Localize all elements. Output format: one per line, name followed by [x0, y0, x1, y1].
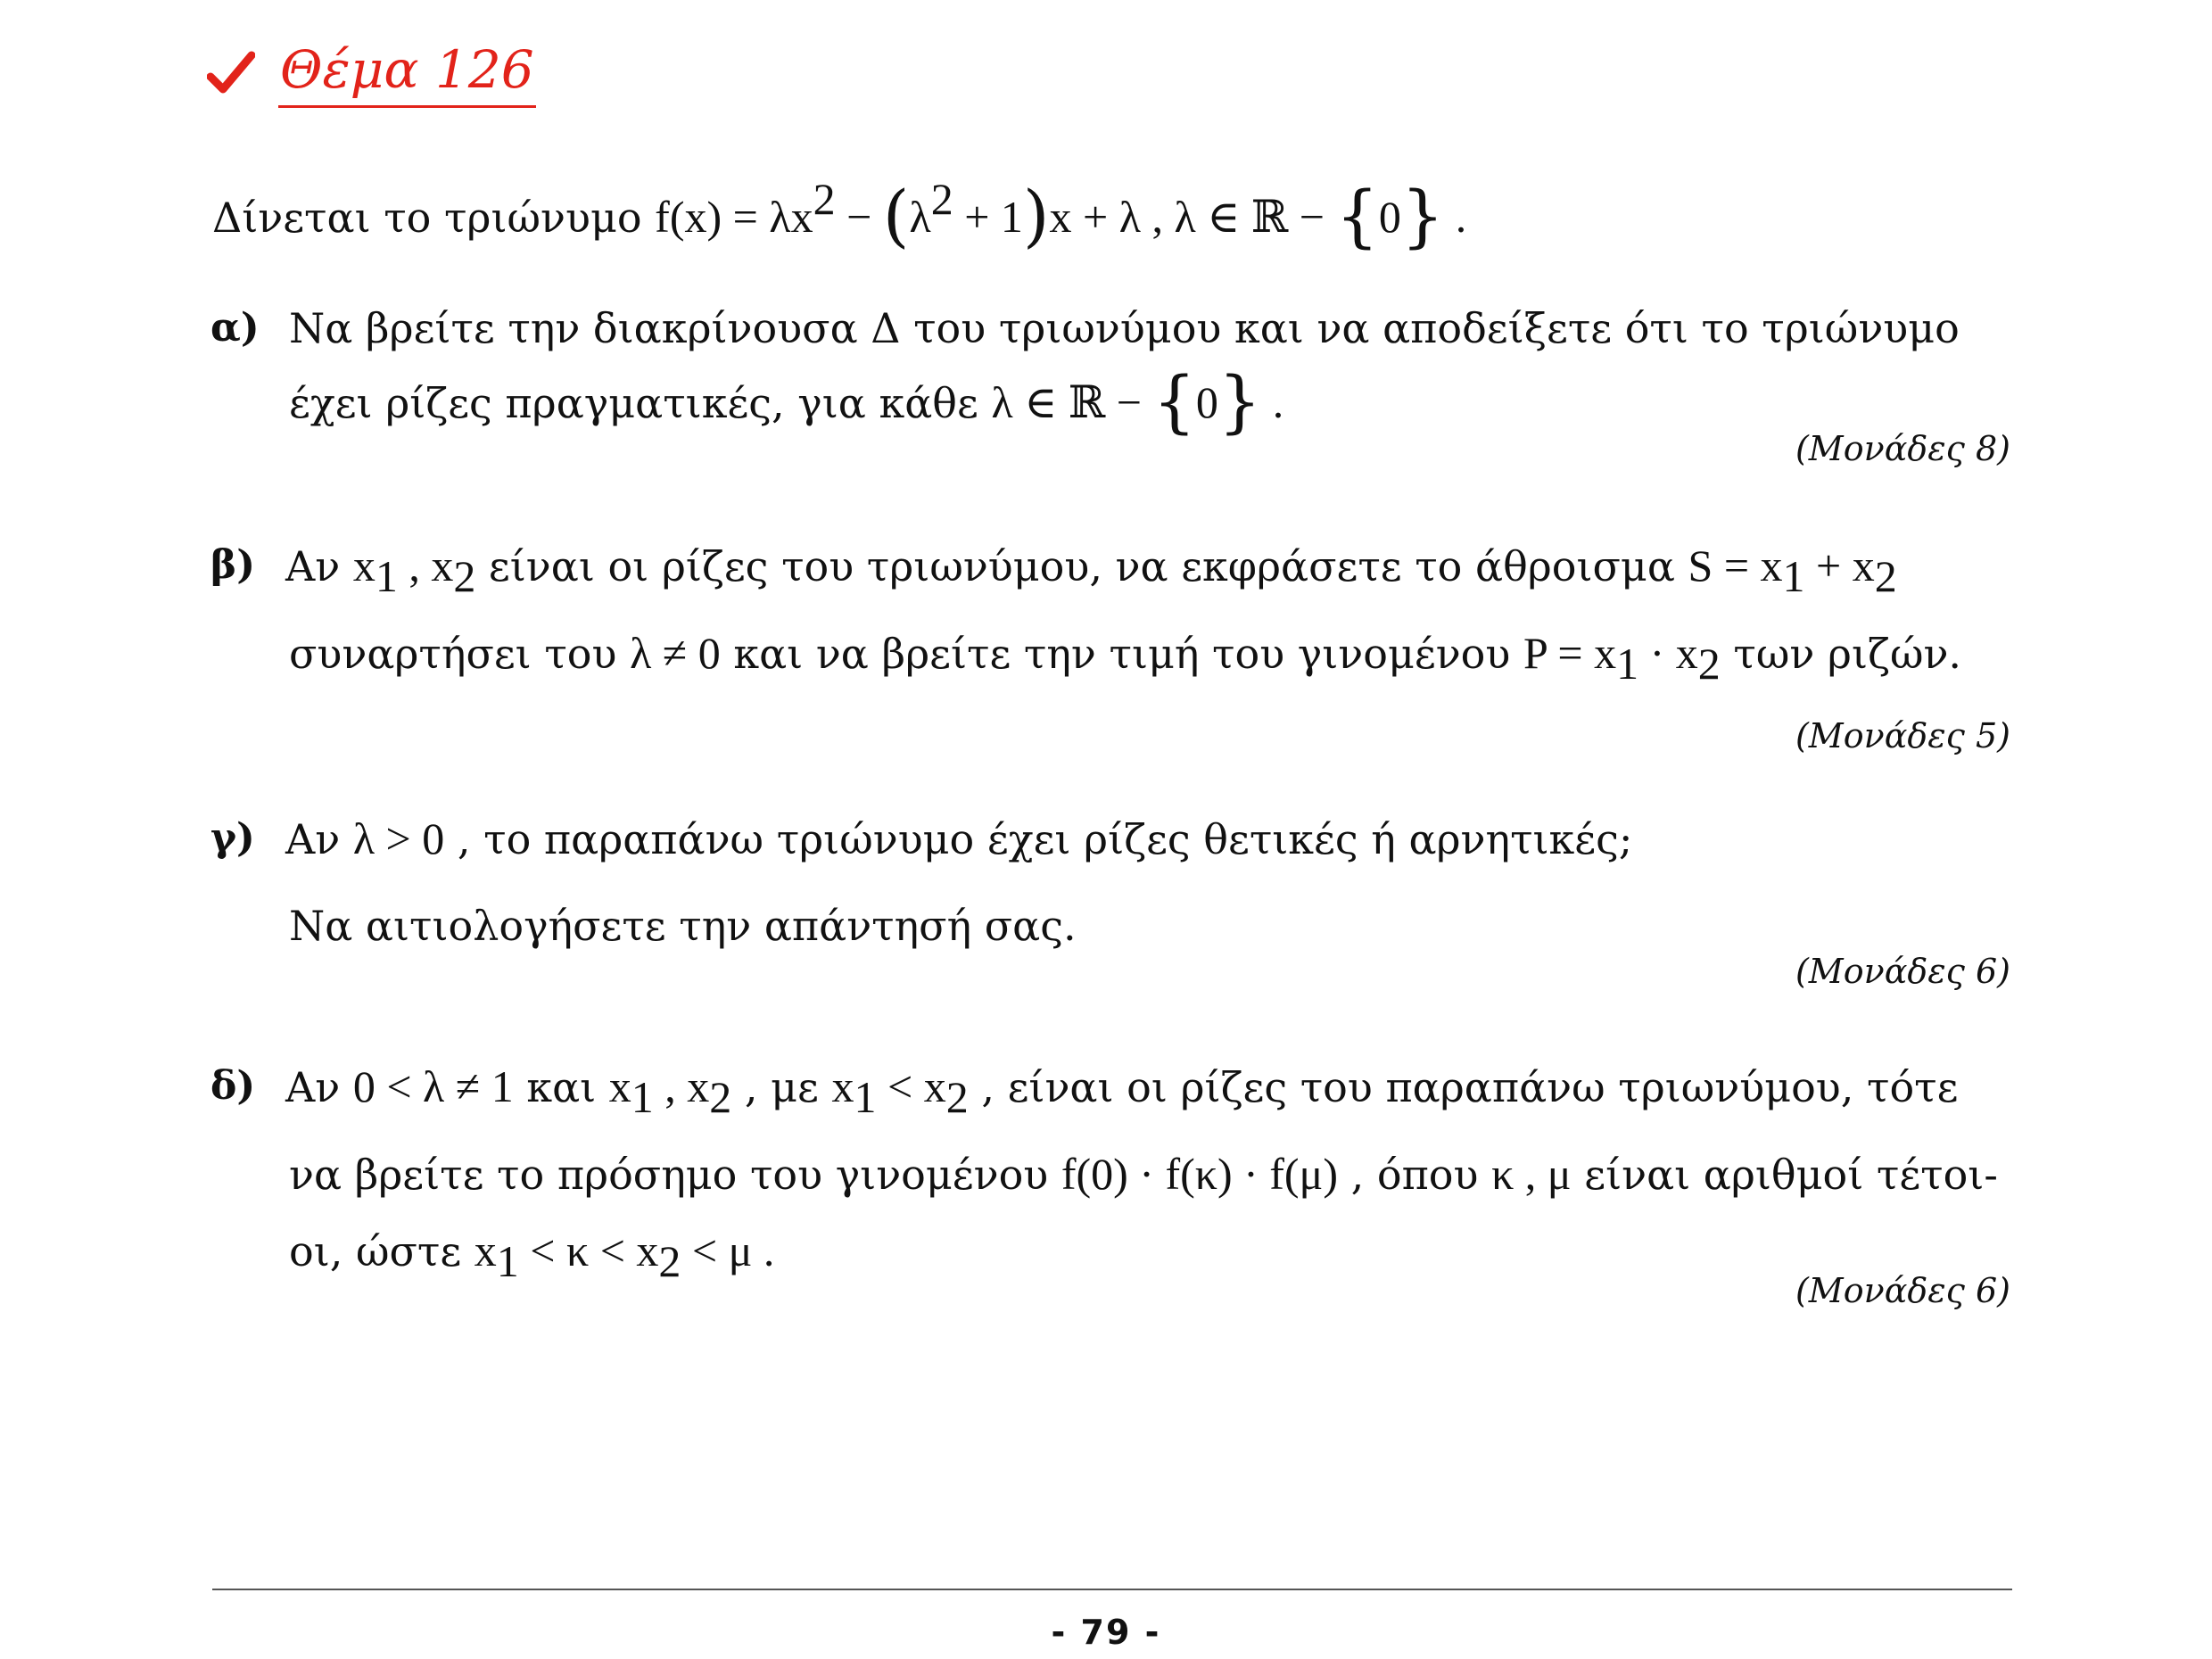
- text: και να βρείτε την τιμή του γινομένου: [720, 630, 1523, 678]
- lambda-condition: λ > 0: [352, 813, 445, 863]
- text: είναι αριθμοί τέτοι-: [1571, 1151, 1998, 1199]
- end-dot: .: [752, 1226, 775, 1275]
- footer-divider: [212, 1589, 2012, 1590]
- text: , το παραπάνω τριώνυμο έχει ρίζες θετικές ή αρνητικές;: [444, 815, 1633, 863]
- var-x: x: [831, 1061, 854, 1111]
- topic-heading: [207, 34, 536, 108]
- check-icon: [207, 50, 255, 98]
- marks-beta: (Μονάδες 5): [1795, 716, 2010, 755]
- item-alpha-math: λ ∈ ℝ −: [991, 377, 1153, 427]
- formula-fx: f(x) = λx: [655, 192, 813, 242]
- text: Αν: [285, 542, 353, 590]
- text: συναρτήσει του: [289, 630, 631, 678]
- text: Αν: [285, 815, 353, 863]
- sub-1: 1: [1616, 639, 1639, 689]
- item-alpha-text: έχει ρίζες πραγματικές, για κάθε: [289, 379, 992, 427]
- var-x: x: [608, 1061, 631, 1111]
- item-label-beta: β): [210, 542, 256, 588]
- sub-1: 1: [496, 1236, 519, 1286]
- lambda: λ: [909, 192, 931, 242]
- sub-2: 2: [709, 1072, 732, 1122]
- comma: ,: [397, 541, 432, 590]
- set-open: {: [1335, 176, 1379, 255]
- sub-2: 2: [453, 551, 476, 601]
- lambda-condition: λ ≠ 0: [630, 628, 721, 678]
- text: , με: [731, 1063, 832, 1111]
- sub-1: 1: [631, 1072, 654, 1122]
- marks-alpha: (Μονάδες 8): [1795, 429, 2010, 468]
- formula-end: .: [1444, 192, 1467, 242]
- exponent: 2: [813, 174, 836, 224]
- var-x: x: [431, 541, 454, 590]
- text: είναι οι ρίζες του τριωνύμου, να εκφράσετε το άθροισμα: [475, 542, 1688, 590]
- inequality: < μ: [681, 1226, 753, 1275]
- less-than: <: [876, 1061, 924, 1111]
- minus-sign: −: [835, 192, 883, 242]
- lambda-condition: 0 < λ ≠ 1: [352, 1061, 514, 1111]
- text: οι, ώστε: [289, 1227, 475, 1275]
- item-label-alpha: α): [210, 305, 260, 351]
- item-gamma-line2: Να αιτιολογήσετε την απάντησή σας.: [289, 902, 1077, 950]
- text: των ριζών.: [1720, 630, 1962, 678]
- text: , είναι οι ρίζες του παραπάνω τριωνύμου, τότε: [968, 1063, 1959, 1111]
- sub-1: 1: [375, 551, 398, 601]
- var-x: x: [687, 1061, 710, 1111]
- lambda-exponent: 2: [930, 174, 953, 224]
- item-delta-line1: [285, 1060, 1959, 1122]
- var-x: x: [1675, 628, 1698, 678]
- paren-open: (: [882, 176, 910, 255]
- paren-close: ): [1022, 176, 1050, 255]
- item-label-delta: δ): [210, 1063, 256, 1109]
- kappa-mu: κ , μ: [1491, 1149, 1572, 1199]
- marks-delta: (Μονάδες 6): [1795, 1271, 2010, 1310]
- text: Αν: [285, 1063, 353, 1111]
- var-x: x: [1594, 628, 1617, 678]
- text: και: [513, 1063, 609, 1111]
- item-beta-line1: [285, 539, 1897, 601]
- var-x: x: [1760, 541, 1783, 590]
- plus-sign: +: [1804, 541, 1853, 590]
- var-x: x: [923, 1061, 946, 1111]
- set-close: }: [1217, 361, 1262, 441]
- product-formula: P =: [1523, 628, 1595, 678]
- sub-2: 2: [1697, 639, 1721, 689]
- set-zero: 0: [1195, 377, 1218, 427]
- text: , όπου: [1338, 1151, 1492, 1199]
- item-alpha-line2: [289, 361, 1284, 441]
- var-x: x: [636, 1226, 659, 1275]
- intro-text: Δίνεται το τριώνυμο: [212, 194, 656, 242]
- topic-title: Θέμα 126: [278, 34, 536, 108]
- var-x: x: [1852, 541, 1875, 590]
- marks-gamma: (Μονάδες 6): [1795, 952, 2010, 991]
- item-alpha-line1: Να βρείτε την διακρίνουσα Δ του τριωνύμου και να αποδείξετε ότι το τριώνυμο: [289, 304, 1960, 352]
- item-delta-line2: [289, 1147, 1998, 1201]
- sub-1: 1: [854, 1072, 877, 1122]
- set-close: }: [1400, 176, 1445, 255]
- set-open: {: [1152, 361, 1196, 441]
- set-zero: 0: [1378, 192, 1401, 242]
- intro-line: [212, 174, 1467, 255]
- item-beta-line2: [289, 626, 1962, 689]
- item-delta-line3: [289, 1224, 775, 1286]
- item-label-gamma: γ): [210, 815, 255, 861]
- inequality: < κ <: [518, 1226, 637, 1275]
- formula-tail: x + λ , λ ∈ ℝ −: [1049, 192, 1336, 242]
- sub-1: 1: [1782, 551, 1805, 601]
- sub-2: 2: [1874, 551, 1897, 601]
- sum-formula: S =: [1688, 541, 1761, 590]
- sub-2: 2: [945, 1072, 969, 1122]
- dot-sign: ·: [1638, 628, 1676, 678]
- item-gamma-line1: [285, 812, 1632, 866]
- text: να βρείτε το πρόσημο του γινομένου: [289, 1151, 1061, 1199]
- var-x: x: [352, 541, 376, 590]
- sub-2: 2: [658, 1236, 681, 1286]
- page-number: - 79 -: [1051, 1613, 1161, 1652]
- plus-one: + 1: [953, 192, 1023, 242]
- comma: ,: [653, 1061, 688, 1111]
- product-expression: f(0) · f(κ) · f(μ): [1061, 1149, 1339, 1199]
- item-alpha-end: .: [1261, 377, 1284, 427]
- var-x: x: [474, 1226, 497, 1275]
